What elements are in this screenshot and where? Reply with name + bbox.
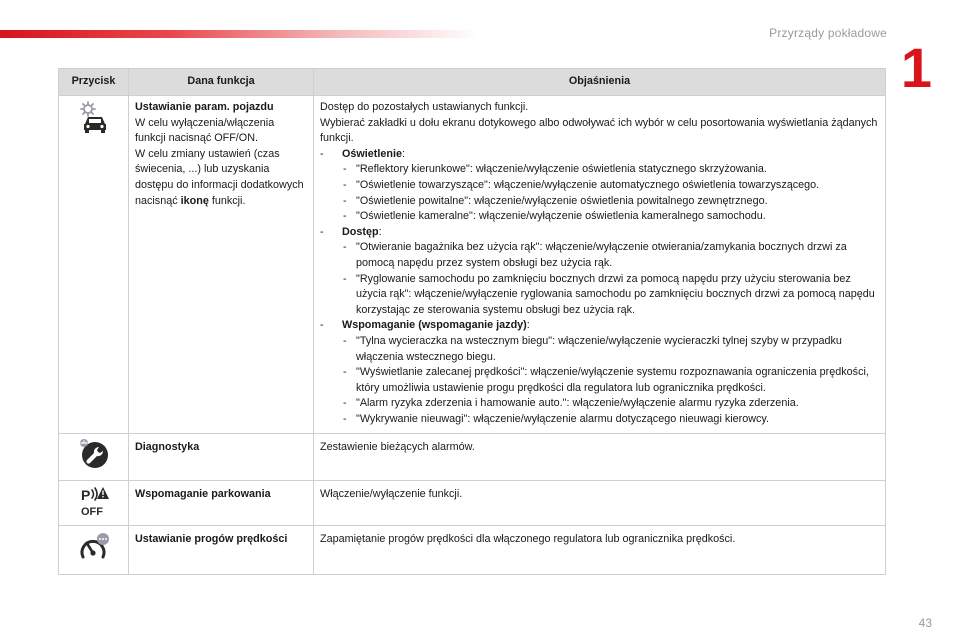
controls-table — [58, 68, 886, 575]
gear-car-icon[interactable] — [77, 100, 111, 134]
list-item: - "Oświetlenie kameralne": włączenie/wyłączenie oświetlenia kameralnego samochodu. — [342, 209, 879, 225]
page-number: 43 — [918, 616, 932, 630]
table-row-vehicle-settings — [59, 96, 886, 434]
table-row-diagnostics — [59, 434, 886, 481]
function-cell — [129, 96, 314, 434]
function-cell — [129, 434, 314, 481]
table-row-speed-thresholds — [59, 525, 886, 575]
group-lighting-items — [342, 162, 879, 224]
list-item: - "Wyświetlanie zalecanej prędkości": włączenie/wyłączenie systemu rozpoznawania ograniczenia prędkości, który umożliwia ustawienie progu prędkości dla regulatora lub ogranicznika prędkości. — [342, 365, 879, 396]
function-text-onoff: W celu wyłączenia/włączenia funkcji nacisnąć OFF/ON. — [135, 116, 275, 145]
group-access-items — [342, 240, 879, 318]
group-access: - Dostęp: - "Otwieranie bagażnika bez użycia rąk": włączenie/wyłączenie otwierania/zamykania bocznych drzwi za pomocą napędu przez system obsługi bez użycia rąk. - "Ryglowanie samochodu po zamknięciu bocznych drzwi za pomocą napędu przy użyciu sterowania bez użycia rąk": włączenie/wyłączenie ryglowania samochodu po zamknięciu bocznych drzwi za pomocą napędu korzystając ze sterowania systemu obsługi bez użycia rąk. — [320, 225, 879, 319]
group-lighting: - Oświetlenie: - "Reflektory kierunkowe": włączenie/wyłączenie oświetlenia statycznego skrzyżowania. - "Oświetlenie towarzyszące": włączenie/wyłączenie automatycznego oświetlenia towarzyszącego. - "Oświetlenie powitalne": włączenie/wyłączenie oświetlenia powitalnego zewnętrznego. - "Oświetlenie kameralne": włączenie/wyłączenie oświetlenia kameralnego samochodu. — [320, 147, 879, 225]
list-item: - "Reflektory kierunkowe": włączenie/wyłączenie oświetlenia statycznego skrzyżowania. — [342, 162, 879, 178]
explanation-cell — [314, 434, 886, 481]
group-driving-assist-items — [342, 334, 879, 428]
explanation-text: Zapamiętanie progów prędkości dla włączonego regulatora lub ogranicznika prędkości. — [320, 532, 736, 545]
function-title: Ustawianie param. pojazdu — [135, 101, 274, 113]
col-header-function: Dana funkcja — [129, 69, 314, 96]
function-title: Diagnostyka — [135, 441, 200, 454]
function-text-settings: W celu zmiany ustawień (czas świecenia, ...) lub uzyskania dostępu do informacji dodatkowych nacisnąć ikonę funkcji. — [135, 147, 304, 207]
explanation-text: Włączenie/wyłączenie funkcji. — [320, 488, 463, 501]
parking-p-letter: P — [80, 487, 90, 504]
col-header-explanation: Objaśnienia — [314, 69, 886, 96]
chapter-number: 1 — [900, 36, 932, 99]
function-title: Ustawianie progów prędkości — [135, 532, 288, 545]
list-item: - "Ryglowanie samochodu po zamknięciu bocznych drzwi za pomocą napędu przy użyciu sterowania bez użycia rąk": włączenie/wyłączenie ryglowania samochodu po zamknięciu bocznych drzwi za pomocą napędu korzystając ze sterowania systemu obsługi bez użycia rąk. — [342, 272, 879, 319]
function-cell — [129, 481, 314, 526]
speed-threshold-icon[interactable] — [77, 531, 111, 565]
list-item: - "Oświetlenie towarzyszące": włączenie/wyłączenie automatycznego oświetlenia towarzyszącego. — [342, 178, 879, 194]
explanation-intro-1: Dostęp do pozostałych ustawianych funkcji. — [320, 101, 529, 113]
table-row-parking-assist — [59, 481, 886, 526]
list-item: - "Oświetlenie powitalne": włączenie/wyłączenie oświetlenia powitalnego zewnętrznego. — [342, 194, 879, 210]
parking-assist-off-icon[interactable] — [76, 484, 112, 518]
parking-off-label: OFF — [80, 506, 103, 519]
wrench-diagnostic-icon[interactable] — [77, 437, 111, 471]
list-item: - "Tylna wycieraczka na wstecznym biegu": włączenie/wyłączenie wycieraczki tylnej szyby w przypadku włączenia wstecznego biegu. — [342, 334, 879, 365]
icon-cell — [59, 96, 129, 434]
settings-groups — [320, 147, 879, 428]
icon-cell — [59, 525, 129, 575]
icon-cell — [59, 434, 129, 481]
col-header-button: Przycisk — [59, 69, 129, 96]
top-accent-bar — [0, 30, 480, 38]
group-driving-assist: - Wspomaganie (wspomaganie jazdy): - "Tylna wycieraczka na wstecznym biegu": włączenie/wyłączenie wycieraczki tylnej szyby w przypadku włączenia wstecznego biegu. - "Wyświetlanie zalecanej prędkości": włączenie/wyłączenie systemu rozpoznawania ograniczenia prędkości, który umożliwia ustawienie progu prędkości dla regulatora lub ogranicznika prędkości. - "Alarm ryzyka zderzenia i hamowanie auto.": włączenie/wyłączenie alarmu ryzyka zderzenia. - "Wykrywanie nieuwagi": włączenie/wyłączenie alarmu dotyczącego nieuwagi kierowcy. — [320, 318, 879, 427]
icon-cell — [59, 481, 129, 526]
explanation-intro-2: Wybierać zakładki u dołu ekranu dotykowego albo odwoływać ich wybór w celu posortowania wyświetlania żądanych funkcji. — [320, 116, 878, 145]
explanation-cell — [314, 481, 886, 526]
list-item: - "Alarm ryzyka zderzenia i hamowanie auto.": włączenie/wyłączenie alarmu ryzyka zderzenia. — [342, 396, 879, 412]
table-header-row — [59, 69, 886, 96]
explanation-cell — [314, 96, 886, 434]
section-title: Przyrządy pokładowe — [769, 26, 887, 40]
explanation-cell — [314, 525, 886, 575]
function-cell — [129, 525, 314, 575]
list-item: - "Otwieranie bagażnika bez użycia rąk": włączenie/wyłączenie otwierania/zamykania bocznych drzwi za pomocą napędu przez system obsługi bez użycia rąk. — [342, 240, 879, 271]
function-title: Wspomaganie parkowania — [135, 488, 271, 501]
list-item: - "Wykrywanie nieuwagi": włączenie/wyłączenie alarmu dotyczącego nieuwagi kierowcy. — [342, 412, 879, 428]
explanation-text: Zestawienie bieżących alarmów. — [320, 441, 475, 454]
